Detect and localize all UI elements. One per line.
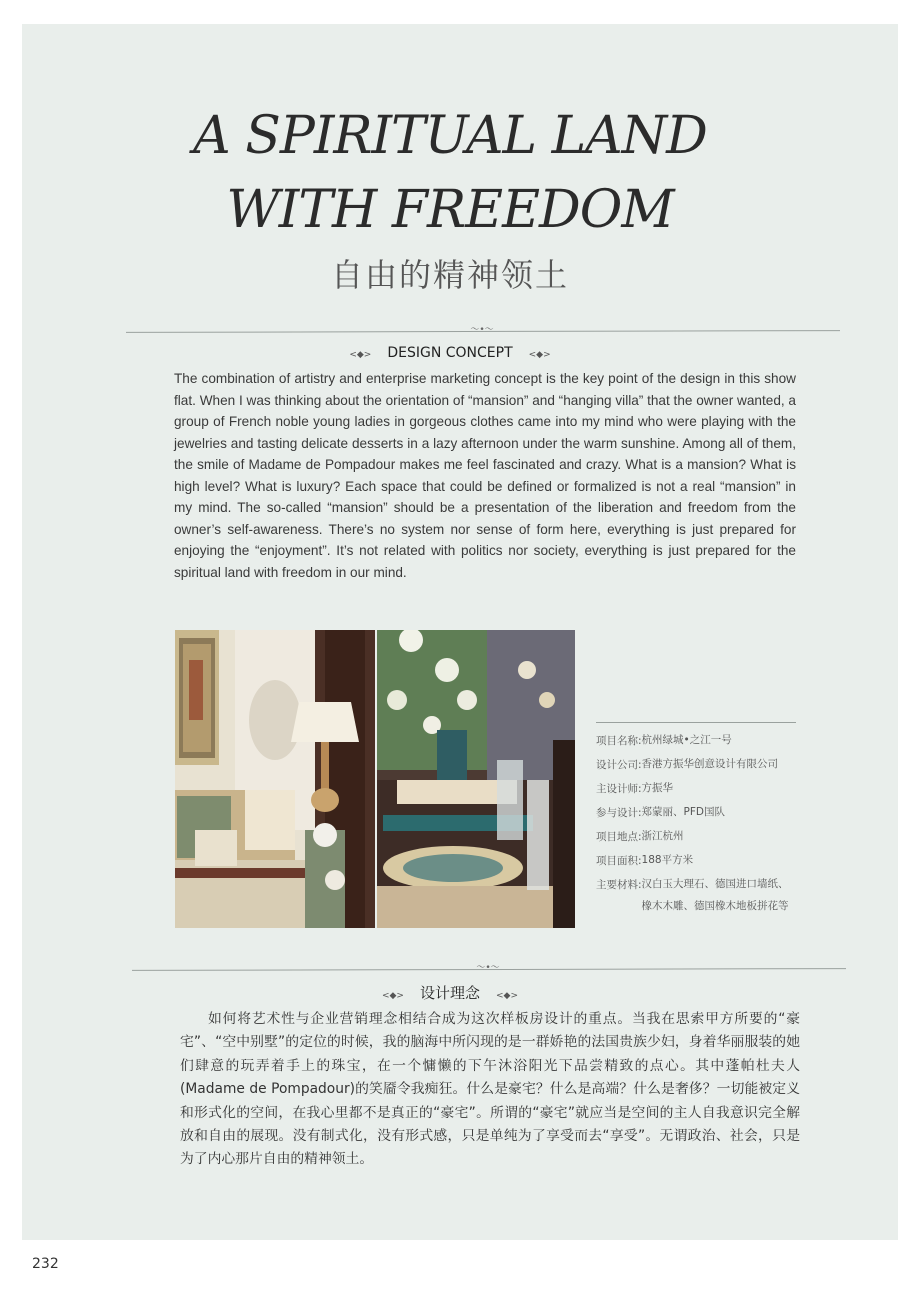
info-label: 参与设计:: [596, 807, 642, 819]
info-label: 设计公司:: [596, 759, 642, 771]
ornament-divider-icon: 〜•〜: [470, 325, 494, 335]
design-concept-heading: [0, 345, 900, 361]
ornament-divider-icon: 〜•〜: [476, 963, 500, 973]
info-value: 方振华: [641, 782, 674, 794]
interior-photos: [175, 630, 575, 928]
info-value: 杭州绿城•之江一号: [641, 734, 732, 746]
project-info-row: [596, 729, 796, 753]
info-label: 项目名称:: [596, 735, 642, 747]
living-room-photo: [175, 630, 375, 928]
info-value: 郑蒙丽、PFD国队: [641, 806, 726, 818]
info-value: 香港方振华创意设计有限公司: [641, 758, 779, 770]
info-label: 主要材料:: [596, 879, 642, 891]
info-value: 汉白玉大理石、德国进口墙纸、橡木木雕、德国橡木地板拼花等: [641, 878, 789, 912]
design-concept-heading-label: DESIGN CONCEPT: [387, 345, 513, 361]
info-label: 项目面积:: [596, 855, 642, 867]
project-info-row: [596, 873, 796, 917]
info-value: 188平方米: [641, 854, 694, 866]
design-concept-text: The combination of artistry and enterprise marketing concept is the key point of the design in this show flat. When I was thinking about the orientation of “mansion” and “hanging villa” that the owner wanted, a group of French noble young ladies in gorgeous clothes came into my mind who were playing with the jewelries and tasting delicate desserts in a lazy afternoon under the warm sunshine. Among all of them, the smile of Madame de Pompadour makes me feel fascinated and crazy. What is a mansion? What is high level? What is luxury? Each space that could be defined or formalized is not a real “mansion” in my mind. The so-called “mansion” should be a presentation of the liberation and freedom from the owner’s self-awareness. There’s no system nor sense of form here, everything is just prepared for enjoying the “enjoyment”. It’s not related with politics nor society, everything is just prepared for the spiritual land with freedom in our mind.: [174, 371, 796, 580]
title-english-line2: WITH FREEDOM: [226, 180, 674, 240]
project-info-row: [596, 825, 796, 849]
concept-cn-heading-label: 设计理念: [419, 984, 480, 1002]
project-info-row: [596, 753, 796, 777]
diamond-ornament-icon: <◆>: [381, 991, 404, 1001]
concept-cn-text: 如何将艺术性与企业营销理念相结合成为这次样板房设计的重点。当我在思索甲方所要的“豪宅”、“空中别墅”的定位的时候，我的脑海中所闪现的是一群娇艳的法国贵族少妇，身着华丽服装的她们肆意的玩弄着手上的珠宝，在一个慵懒的下午沐浴阳光下品尝精致的点心。其中蓬帕杜夫人(Madame de Pompadour)的笑靥令我痴狂。什么是豪宅？什么是高端？什么是奢侈？一切能被定义和形式化的空间，在我心里都不是真正的“豪宅”。所谓的“豪宅”就应当是空间的主人自我意识完全解放和自由的展现。没有制式化，没有形式感，只是单纯为了享受而去“享受”。无谓政治、社会，只是为了内心那片自由的精神领土。: [180, 1011, 800, 1168]
project-info-list: [596, 722, 796, 917]
concept-cn-heading: [0, 982, 900, 1003]
title-english-line1: A SPIRITUAL LAND: [193, 106, 707, 166]
project-info-row: [596, 849, 796, 873]
diamond-ornament-icon: <◆>: [496, 991, 519, 1001]
info-value: 浙江杭州: [641, 830, 684, 842]
page-number: 232: [32, 1256, 59, 1272]
title-chinese: 自由的精神领土: [330, 256, 569, 294]
info-label: 项目地点:: [596, 831, 642, 843]
diamond-ornament-icon: <◆>: [349, 350, 372, 360]
diamond-ornament-icon: <◆>: [528, 350, 551, 360]
info-label: 主设计师:: [596, 783, 642, 795]
dining-table-photo: [377, 630, 575, 928]
project-info-row: [596, 777, 796, 801]
project-info-row: [596, 801, 796, 825]
